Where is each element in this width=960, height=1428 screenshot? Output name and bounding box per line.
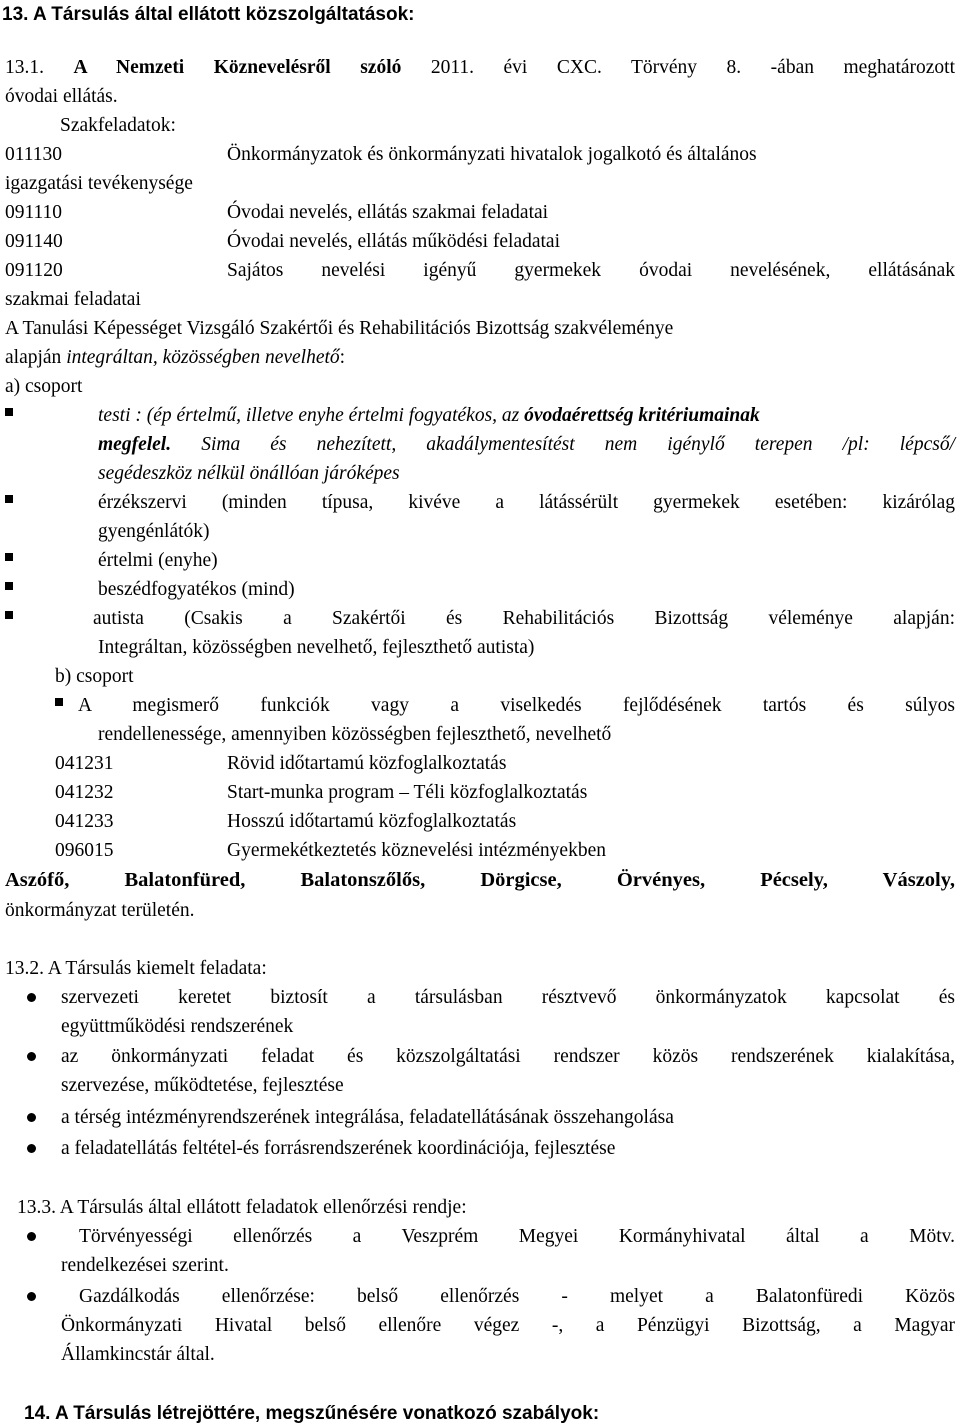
szakfeladat-code: 091110 xyxy=(5,202,63,223)
szakfeladat-desc: Sajátos nevelési igényű gyermekek óvodai nevelésének, ellátásának xyxy=(227,260,955,281)
szakfeladat-desc-cont: szakmai feladatai xyxy=(5,289,141,310)
bullet-icon xyxy=(27,1232,36,1241)
s133-bullet-line3: Államkincstár által. xyxy=(61,1344,215,1365)
settlements-line: Aszófő, Balatonfüred, Balatonszőlős, Dörgicse, Örvényes, Pécsely, Vászoly, xyxy=(5,869,955,891)
settlements-end: önkormányzat területén. xyxy=(5,900,195,921)
kozfog-desc: Rövid időtartamú közfoglalkoztatás xyxy=(227,753,507,774)
a-csoport-label: a) csoport xyxy=(5,376,83,397)
s132-bullet-line1: a térség intézményrendszerének integrálása, feladatellátásának összehangolása xyxy=(61,1107,674,1128)
b-item-line1: A megismerő funkciók vagy a viselkedés fejlődésének tartós és súlyos xyxy=(78,695,955,716)
kozfog-code: 096015 xyxy=(55,840,114,861)
s132-bullet-line1: az önkormányzati feladat és közszolgáltatási rendszer közös rendszerének kialakítása, xyxy=(61,1046,955,1067)
szakfeladat-code: 011130 xyxy=(5,144,63,165)
s133-bullet-line1: Gazdálkodás ellenőrzése: belső ellenőrzés - melyet a Balatonfüredi Közös xyxy=(79,1286,955,1307)
bullet-icon xyxy=(27,1113,36,1122)
kozfog-desc: Hosszú időtartamú közfoglalkoztatás xyxy=(227,811,517,832)
autista-line1: autista (Csakis a Szakértői és Rehabilitációs Bizottság véleménye alapján: xyxy=(93,608,955,629)
section-13-2-title: 13.2. A Társulás kiemelt feladata: xyxy=(5,958,267,979)
kozfog-code: 041233 xyxy=(55,811,114,832)
section-14-heading: 14. A Társulás létrejöttére, megszűnésére vonatkozó szabályok: xyxy=(24,1403,600,1424)
s133-bullet-line2: rendelkezései szerint. xyxy=(61,1255,229,1276)
tanulasi-line2: alapján integráltan, közösségben nevelhető: xyxy=(5,347,346,368)
bullet-icon xyxy=(27,993,36,1002)
section-13-heading: 13. A Társulás által ellátott közszolgáltatások: xyxy=(2,4,415,25)
section-13-1-title-line2: óvodai ellátás. xyxy=(5,86,118,107)
s133-bullet-line1: Törvényességi ellenőrzés a Veszprém Megyei Kormányhivatal által a Mötv. xyxy=(79,1226,955,1247)
s132-bullet-line2: együttműködési rendszerének xyxy=(61,1016,294,1037)
bullet-icon xyxy=(27,1292,36,1301)
tanulasi-line1: A Tanulási Képességet Vizsgáló Szakértői és Rehabilitációs Bizottság szakvéleménye xyxy=(5,318,674,339)
kozfog-code: 041232 xyxy=(55,782,114,803)
square-bullet-icon xyxy=(5,553,13,561)
autista-line2: Integráltan, közösségben nevelhető, fejleszthető autista) xyxy=(98,637,535,658)
bullet-icon xyxy=(27,1144,36,1153)
szakfeladatok-label: Szakfeladatok: xyxy=(60,115,176,136)
square-bullet-icon xyxy=(5,408,13,416)
testi-line3: segédeszköz nélkül önállóan járóképes xyxy=(98,463,400,484)
testi-line1: testi : (ép értelmű, illetve enyhe értelmi fogyatékos, az óvodaérettség kritériumainak xyxy=(98,405,760,426)
b-csoport-label: b) csoport xyxy=(55,666,134,687)
kozfog-code: 041231 xyxy=(55,753,114,774)
beszed-item: beszédfogyatékos (mind) xyxy=(98,579,295,600)
s132-bullet-line1: a feladatellátás feltétel-és forrásrendszerének koordinációja, fejlesztése xyxy=(61,1138,616,1159)
testi-line2: megfelel. Sima és nehezített, akadálymentesítést nem igénylő terepen /pl: lépcső/ xyxy=(98,434,956,455)
square-bullet-icon xyxy=(5,495,13,503)
szakfeladat-code: 091120 xyxy=(5,260,63,281)
szakfeladat-desc: Óvodai nevelés, ellátás szakmai feladatai xyxy=(227,202,549,223)
szakfeladat-code: 091140 xyxy=(5,231,63,252)
s132-bullet-line1: szervezeti keretet biztosít a társulásban résztvevő önkormányzatok kapcsolat és xyxy=(61,987,955,1008)
s132-bullet-line2: szervezése, működtetése, fejlesztése xyxy=(61,1075,344,1096)
square-bullet-icon xyxy=(5,582,13,590)
kozfog-desc: Start-munka program – Téli közfoglalkoztatás xyxy=(227,782,588,803)
section-13-3-title: 13.3. A Társulás által ellátott feladatok ellenőrzési rendje: xyxy=(17,1197,467,1218)
b-item-line2: rendellenessége, amennyiben közösségben fejleszthető, nevelhető xyxy=(98,724,612,745)
square-bullet-icon xyxy=(5,611,13,619)
erzekszervi-line2: gyengénlátók) xyxy=(98,521,210,542)
szakfeladat-desc-cont: igazgatási tevékenysége xyxy=(5,173,193,194)
szakfeladat-desc: Óvodai nevelés, ellátás működési feladatai xyxy=(227,231,561,252)
s133-bullet-line2: Önkormányzati Hivatal belső ellenőre végez -, a Pénzügyi Bizottság, a Magyar xyxy=(61,1315,955,1336)
szakfeladat-desc: Önkormányzatok és önkormányzati hivatalok jogalkotó és általános xyxy=(227,144,757,165)
section-13-1-title: 13.1. A Nemzeti Köznevelésről szóló 2011. évi CXC. Törvény 8. -ában meghatározott xyxy=(5,57,956,78)
bullet-icon xyxy=(27,1052,36,1061)
kozfog-desc: Gyermekétkeztetés köznevelési intézményekben xyxy=(227,840,606,861)
erzekszervi-line1: érzékszervi (minden típusa, kivéve a látássérült gyermekek esetében: kizárólag xyxy=(98,492,955,513)
square-bullet-icon xyxy=(55,698,63,706)
ertelmi-item: értelmi (enyhe) xyxy=(98,550,218,571)
